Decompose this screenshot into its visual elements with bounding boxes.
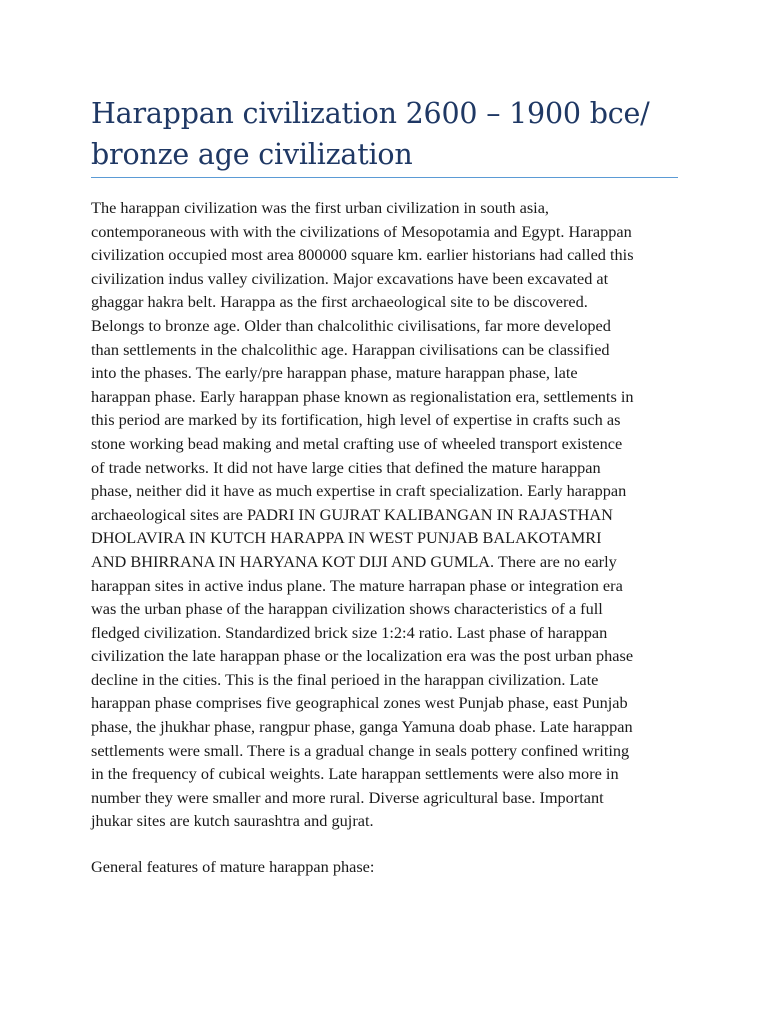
title-line-2: bronze age civilization [91, 138, 413, 171]
body-line: into the phases. The early/pre harappan phase, mature harappan phase, late [91, 363, 578, 383]
body-line: settlements were small. There is a gradual change in seals pottery confined writing [91, 740, 630, 760]
body-paragraph [91, 196, 691, 833]
body-line: civilization indus valley civilization. Major excavations have been excavated at [91, 268, 609, 288]
body-line: Belongs to bronze age. Older than chalcolithic civilisations, far more developed [91, 315, 611, 335]
body-line: harappan sites in active indus plane. The mature harrapan phase or integration era [91, 575, 623, 595]
body-line: harappan phase comprises five geographical zones west Punjab phase, east Punjab [91, 693, 628, 713]
body-line: in the frequency of cubical weights. Late harappan settlements were also more in [91, 764, 619, 784]
body-line: AND BHIRRANA IN HARYANA KOT DIJI AND GUMLA. There are no early [91, 551, 617, 571]
body-line: fledged civilization. Standardized brick size 1:2:4 ratio. Last phase of harappan [91, 622, 608, 642]
body-line: DHOLAVIRA IN KUTCH HARAPPA IN WEST PUNJAB BALAKOTAMRI [91, 528, 602, 548]
body-line: harappan phase. Early harappan phase known as regionalistation era, settlements in [91, 386, 634, 406]
page-title [91, 93, 691, 175]
body-line: civilization the late harappan phase or the localization era was the post urban phase [91, 646, 634, 666]
body-line: this period are marked by its fortification, high level of expertise in crafts such as [91, 410, 621, 430]
body-line: phase, the jhukhar phase, rangpur phase, ganga Yamuna doab phase. Late harappan [91, 717, 633, 737]
body-line: civilization occupied most area 800000 square km. earlier historians had called this [91, 245, 634, 265]
body-line: of trade networks. It did not have large cities that defined the mature harappan [91, 457, 601, 477]
features-heading: General features of mature harappan phase: [91, 857, 375, 876]
body-line: number they were smaller and more rural. Diverse agricultural base. Important [91, 787, 604, 807]
body-line: contemporaneous with with the civilizations of Mesopotamia and Egypt. Harappan [91, 221, 632, 241]
title-line-1: Harappan civilization 2600 – 1900 bce/ [91, 97, 650, 130]
body-line: decline in the cities. This is the final perioed in the harappan civilization. Late [91, 669, 599, 689]
body-line: ghaggar hakra belt. Harappa as the first archaeological site to be discovered. [91, 292, 588, 312]
body-line: phase, neither did it have as much expertise in craft specialization. Early harappan [91, 481, 627, 501]
body-line: jhukar sites are kutch saurashtra and gujrat. [91, 811, 374, 831]
body-line: stone working bead making and metal crafting use of wheeled transport existence [91, 433, 623, 453]
body-line: was the urban phase of the harappan civilization shows characteristics of a full [91, 599, 603, 619]
body-line: archaeological sites are PADRI IN GUJRAT KALIBANGAN IN RAJASTHAN [91, 504, 613, 524]
body-line: The harappan civilization was the first urban civilization in south asia, [91, 198, 549, 217]
body-line: than settlements in the chalcolithic age. Harappan civilisations can be classified [91, 339, 610, 359]
title-underline [91, 177, 678, 178]
